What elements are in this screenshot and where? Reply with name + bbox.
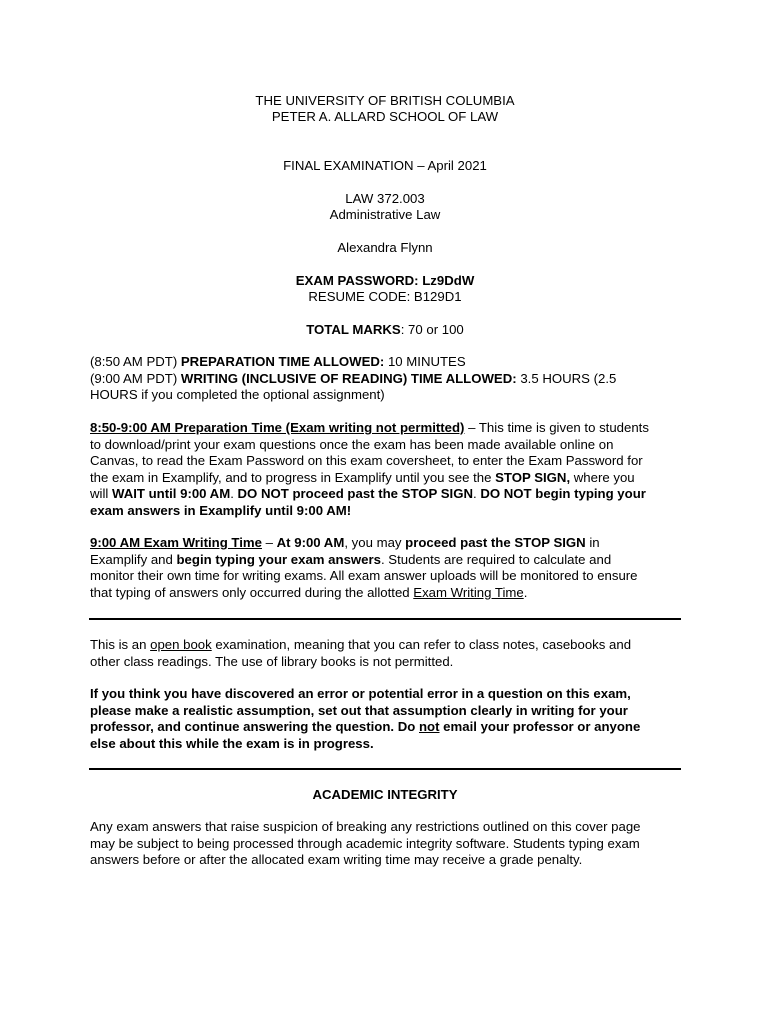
prep-line-5-e: . [472, 486, 481, 501]
write-line-2-c: . Students are required to calculate and [380, 551, 612, 567]
open-book-line-2: other class readings. The use of library books is not permitted. [90, 653, 454, 669]
exam-title: FINAL EXAMINATION – April 2021 [283, 158, 487, 173]
write-line-1-d: , you may [344, 535, 406, 550]
stop-sign-text: STOP SIGN, [495, 469, 571, 485]
open-book-line-1 [90, 637, 680, 654]
write-line-2-a: Examplify and [90, 551, 177, 567]
write-line-1-f: in [585, 535, 600, 550]
university-name: THE UNIVERSITY OF BRITISH COLUMBIA [255, 93, 515, 108]
prep-line-4-a: the exam in Examplify, and to progress in Examplify until you see the [90, 469, 496, 485]
prep-line-1-text: – This time is given to students [464, 420, 649, 435]
write-line-1-c: At 9:00 AM [276, 535, 345, 550]
instructor-name: Alexandra Flynn [337, 240, 433, 255]
integrity-heading-text: ACADEMIC INTEGRITY [312, 787, 458, 802]
write-heading: 9:00 AM Exam Writing Time [90, 535, 262, 550]
prep-line-5-a: will [90, 486, 112, 501]
writing-time-line [90, 371, 680, 388]
integrity-line-2: may be subject to being processed through academic integrity software. Students typing exam [90, 835, 640, 851]
prep-line-1 [90, 420, 680, 437]
prep-heading: 8:50-9:00 AM Preparation Time (Exam writing not permitted) [90, 420, 465, 435]
course-code: LAW 372.003 [345, 191, 425, 206]
error-notice [90, 686, 680, 752]
integrity-line-3: answers before or after the allocated exam writing time may receive a grade penalty. [90, 852, 583, 867]
write-line-1-b: – [261, 535, 277, 550]
write-line-4-c: . [523, 584, 528, 600]
wait-until-text: WAIT until 9:00 AM [111, 486, 231, 501]
error-line-2 [90, 703, 680, 720]
do-not-type-text: DO NOT begin typing your [480, 486, 646, 501]
integrity-heading [90, 787, 680, 804]
integrity-line-1: Any exam answers that raise suspicion of breaking any restrictions outlined on this cover page [90, 819, 641, 834]
error-not-text: not [419, 719, 440, 734]
write-line-2 [90, 552, 680, 569]
prep-time-line [90, 354, 680, 371]
exam-password-value: Lz9DdW [422, 273, 475, 288]
integrity-body [90, 819, 680, 869]
open-book-notice [90, 637, 680, 670]
writing-time-prefix: (9:00 AM PDT) [90, 370, 181, 386]
preparation-section [90, 420, 680, 519]
error-line-3 [90, 719, 680, 736]
write-line-4 [90, 585, 680, 602]
error-line-3-a: professor, and continue answering the question. Do [90, 719, 419, 734]
open-book-line-1-a: This is an [90, 637, 151, 652]
total-marks-label: TOTAL MARKS [306, 322, 401, 337]
prep-line-2: to download/print your exam questions once the exam has been made available online on [90, 436, 614, 452]
prep-line-5 [90, 486, 680, 503]
total-marks-value: : 70 or 100 [400, 322, 464, 337]
exam-password-label: EXAM PASSWORD: [295, 273, 423, 288]
prep-line-6-text: exam answers in Examplify until 9:00 AM! [90, 502, 352, 518]
resume-code: RESUME CODE: B129D1 [308, 289, 462, 304]
write-line-4-a: that typing of answers only occurred during the allotted [90, 584, 414, 600]
exam-writing-time-text: Exam Writing Time [413, 584, 524, 600]
error-line-2-text: please make a realistic assumption, set out that assumption clearly in writing for your [90, 702, 628, 718]
exam-password [90, 273, 680, 290]
school-name: PETER A. ALLARD SCHOOL OF LAW [271, 109, 499, 124]
open-book-line-1-c: examination, meaning that you can refer to class notes, casebooks and [211, 637, 632, 652]
total-marks [90, 322, 680, 339]
error-line-1-text: If you think you have discovered an error or potential error in a question on this exam, [90, 686, 631, 701]
writing-time-line-2: HOURS if you completed the optional assignment) [90, 387, 385, 402]
error-line-1 [90, 686, 680, 703]
course-name: Administrative Law [329, 207, 441, 222]
prep-line-3: Canvas, to read the Exam Password on this exam coversheet, to enter the Exam Password for [90, 453, 643, 468]
writing-time-label: WRITING (INCLUSIVE OF READING) TIME ALLOWED: [180, 370, 517, 386]
write-line-1 [90, 535, 680, 552]
error-line-4 [90, 736, 680, 753]
open-book-text: open book [150, 637, 212, 652]
do-not-proceed-text: DO NOT proceed past the STOP SIGN [237, 486, 473, 501]
prep-line-6 [90, 503, 680, 520]
writing-time-value: 3.5 HOURS (2.5 [516, 370, 617, 386]
write-line-2-b: begin typing your exam answers [176, 551, 381, 567]
write-line-1-e: proceed past the STOP SIGN [405, 535, 586, 550]
prep-time-prefix: (8:50 AM PDT) [90, 354, 181, 369]
error-line-4-text: else about this while the exam is in progress. [90, 735, 374, 751]
writing-section [90, 535, 680, 601]
write-line-3: monitor their own time for writing exams. All exam answer uploads will be monitored to ensure [90, 568, 638, 583]
error-line-3-c: email your professor or anyone [439, 719, 641, 734]
divider-2 [89, 768, 681, 770]
time-allowances [90, 354, 680, 404]
divider-1 [89, 618, 681, 620]
prep-line-5-c: . [230, 486, 238, 501]
prep-time-value: 10 MINUTES [384, 354, 466, 369]
prep-line-4-c: where you [570, 469, 635, 485]
prep-time-label: PREPARATION TIME ALLOWED: [180, 354, 385, 369]
prep-line-4 [90, 470, 680, 487]
